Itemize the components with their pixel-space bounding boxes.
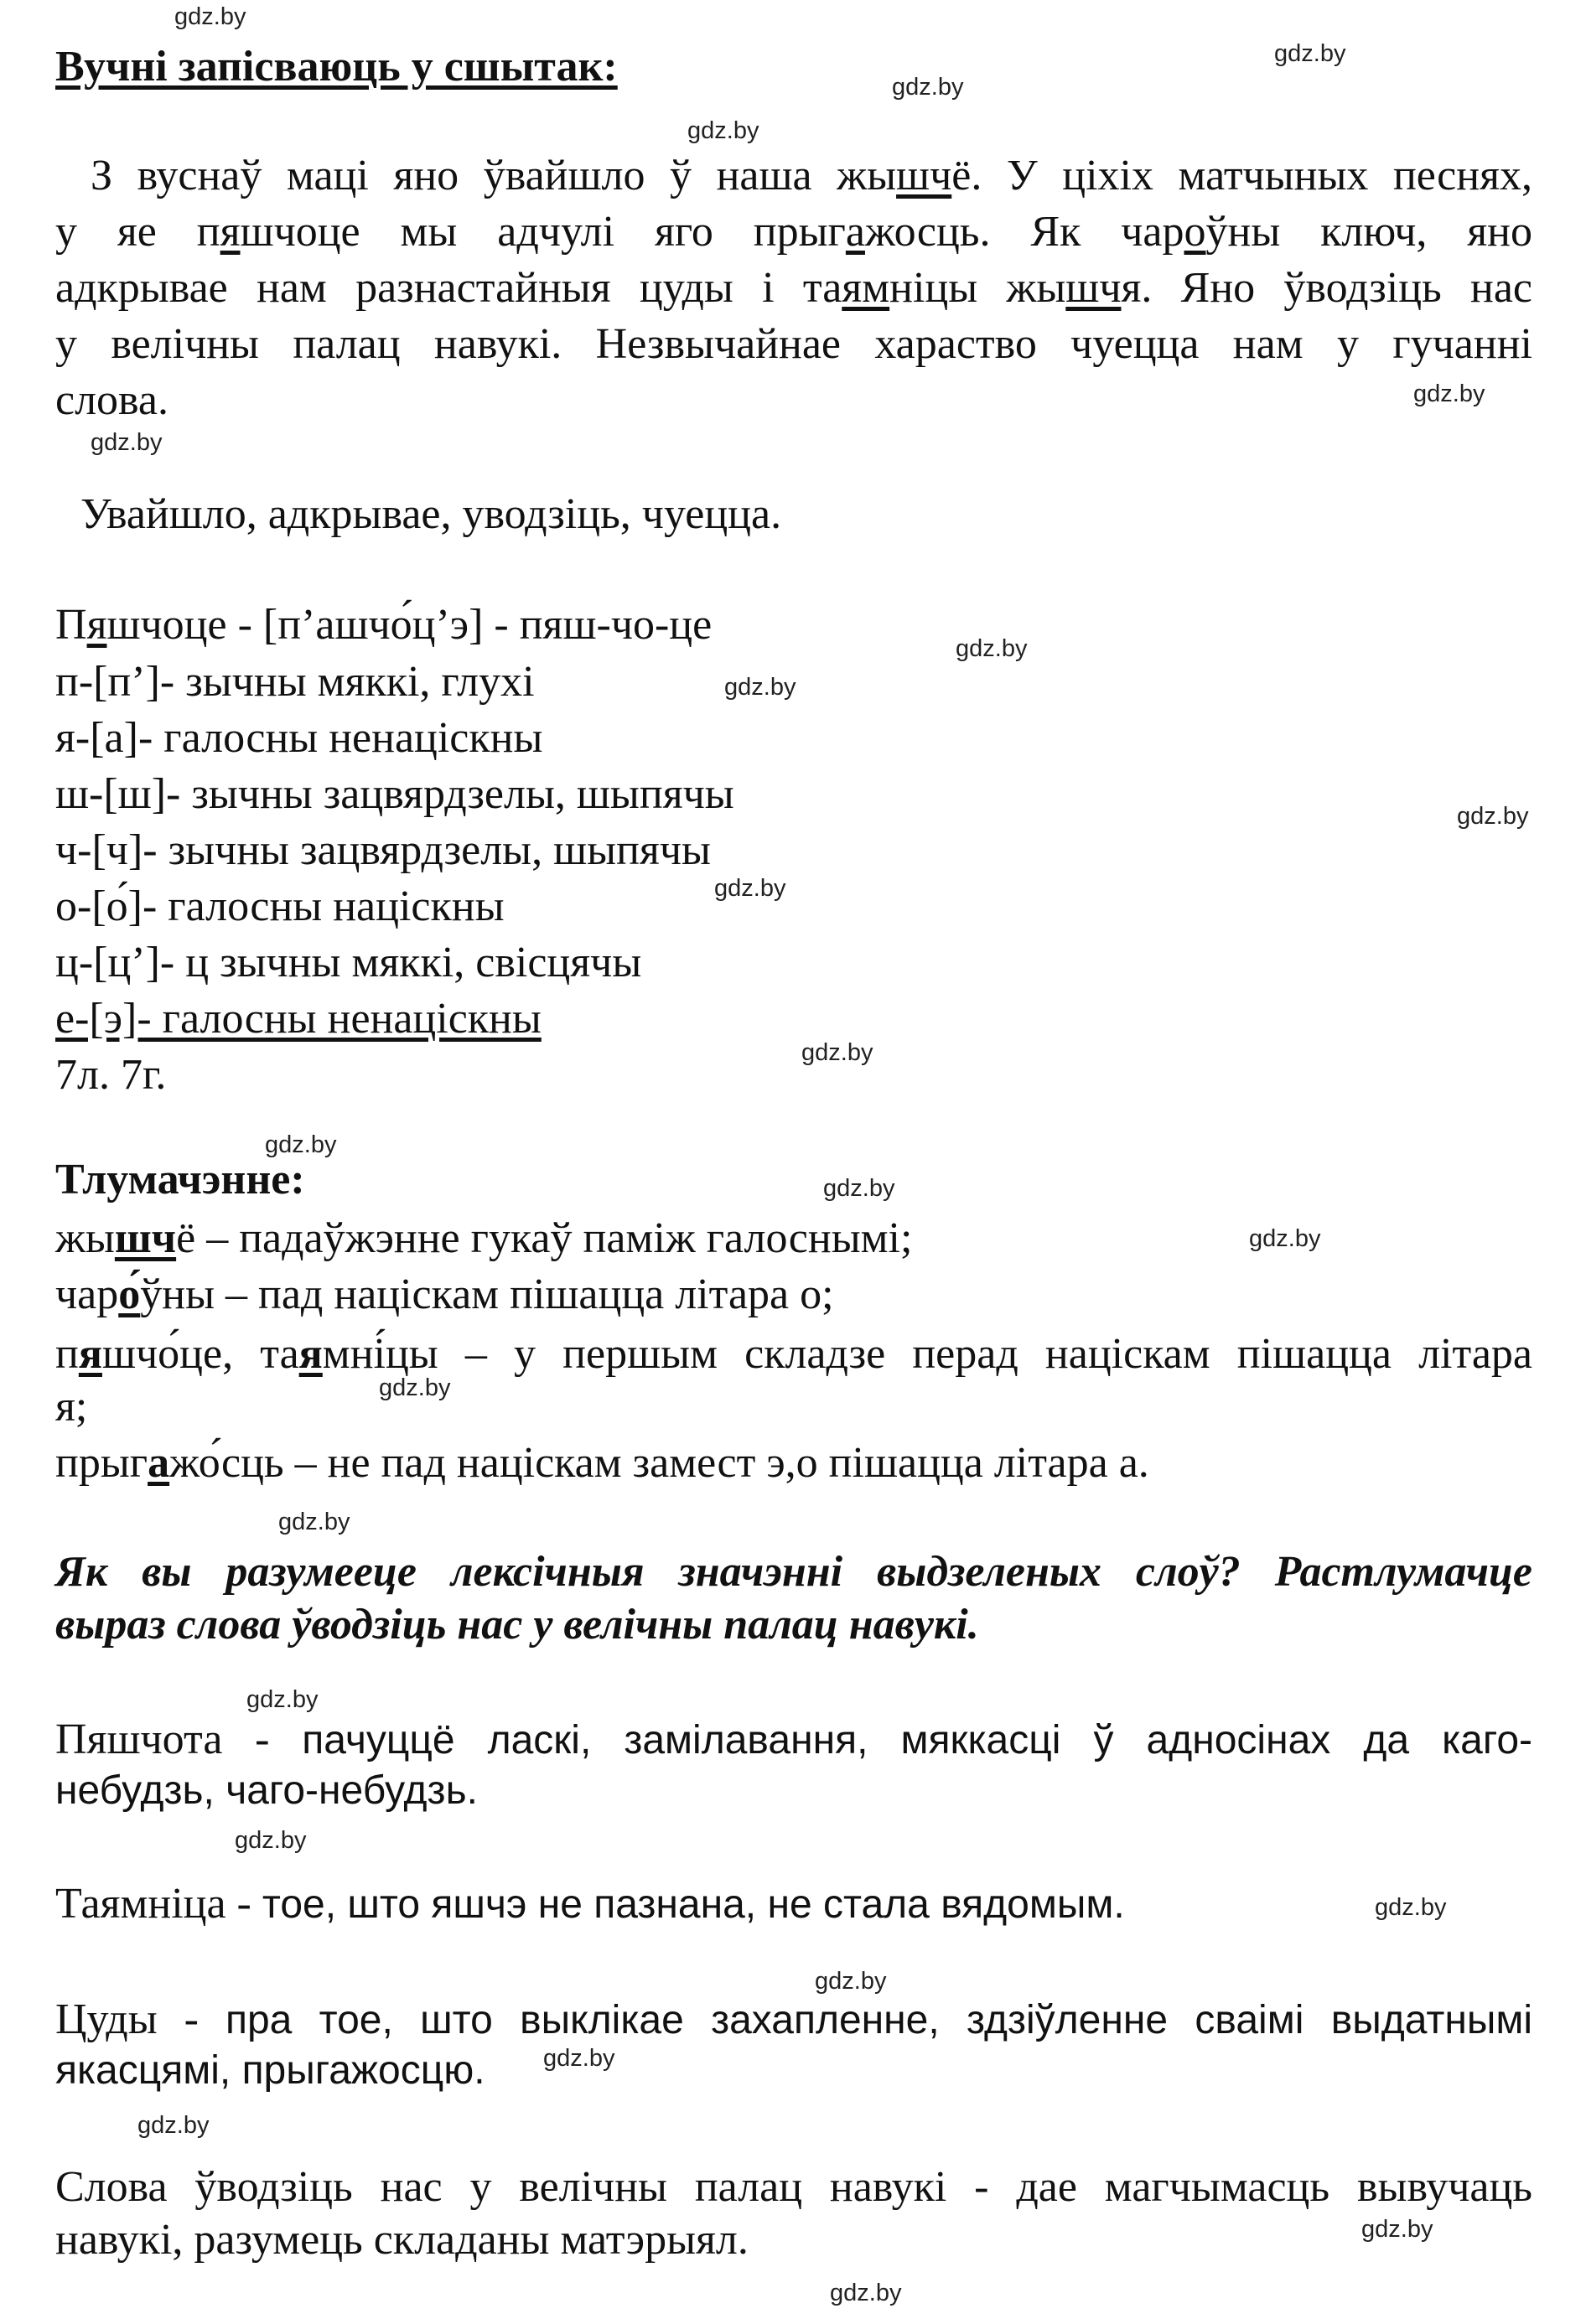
watermark: gdz.by xyxy=(278,1509,350,1535)
watermark: gdz.by xyxy=(246,1686,319,1713)
watermark: gdz.by xyxy=(892,74,964,101)
definition-line: Слова ўводзіць нас у велічны палац навукі - дае магчымасць вывучаць xyxy=(55,2163,1533,2211)
watermark: gdz.by xyxy=(174,3,246,30)
definition-line: Пяшчота - пачуццё ласкі, замілавання, мяккасці ў адносінах да каго- xyxy=(55,1716,1533,1763)
page-heading: Вучні запісваюць у сшытак: xyxy=(55,43,618,91)
definition-line: навукі, разумець складаны матэрыял. xyxy=(55,2216,749,2264)
paragraph-line: у яе пяшчоце мы адчулі яго прыгажосць. Як чароўны ключ, яно xyxy=(55,208,1533,256)
watermark: gdz.by xyxy=(235,1827,307,1854)
explanation-line: пяшчо́це, таямні́цы – у першым складзе перад націскам пішацца літара xyxy=(55,1330,1532,1378)
explanation-line: чаро́ўны – пад націскам пішацца літара о; xyxy=(55,1271,834,1318)
definition-line: Цуды - пра тое, што выклікае захапленне, здзіўленне сваімі выдатнымі xyxy=(55,1995,1532,2043)
watermark: gdz.by xyxy=(1274,40,1346,67)
watermark: gdz.by xyxy=(714,875,786,902)
watermark: gdz.by xyxy=(687,117,759,144)
watermark: gdz.by xyxy=(91,429,163,456)
phonetic-row: ш-[ш]- зычны зацвярдзелы, шыпячы xyxy=(55,770,734,818)
explanation-title: Тлумачэнне: xyxy=(55,1156,305,1203)
phonetic-row: ц-[ц’]- ц зычны мяккі, свісцячы xyxy=(55,939,642,986)
phonetic-row: ч-[ч]- зычны зацвярдзелы, шыпячы xyxy=(55,826,711,874)
watermark: gdz.by xyxy=(1249,1225,1321,1252)
watermark: gdz.by xyxy=(543,2045,615,2072)
definition-line: небудзь, чаго-небудзь. xyxy=(55,1768,478,1813)
watermark: gdz.by xyxy=(1375,1894,1447,1921)
definition-term: Таямніца - xyxy=(55,1880,262,1928)
definition-term: Пяшчота - xyxy=(55,1716,303,1763)
definition-line: Таямніца - тое, што яшчэ не пазнана, не стала вядомым. xyxy=(55,1880,1125,1928)
explanation-line: жышчё – падаўжэнне гукаў паміж галоснымі; xyxy=(55,1214,913,1262)
verbs-line: Увайшло, адкрывае, уводзіць, чуецца. xyxy=(80,490,782,538)
paragraph-line: адкрывае нам разнастайныя цуды і таямніцы жышчя. Яно ўводзіць нас xyxy=(55,264,1533,312)
watermark: gdz.by xyxy=(1361,2216,1433,2243)
phonetic-word-line: Пяшчоце - [п’ашчо́ц’э] - пяш-чо-це xyxy=(55,601,713,649)
watermark: gdz.by xyxy=(1413,380,1485,407)
question-line: выраз слова ўводзіць нас у велічны палац навукі. xyxy=(55,1601,979,1649)
paragraph-line: слова. xyxy=(55,376,168,424)
explanation-line: прыгажо́сць – не пад націскам замест э,о пішацца літара а. xyxy=(55,1439,1149,1487)
explanation-line: я; xyxy=(55,1383,88,1431)
paragraph-line: З вуснаў маці яно ўвайшло ў наша жышчё. У ціхіх матчыных песнях, xyxy=(91,152,1532,199)
definition-term: Слова ўводзіць нас у велічны палац навукі - xyxy=(55,2163,1017,2211)
watermark: gdz.by xyxy=(956,635,1028,662)
watermark: gdz.by xyxy=(830,2280,902,2306)
watermark: gdz.by xyxy=(815,1968,887,1995)
watermark: gdz.by xyxy=(265,1131,337,1158)
phonetic-row: я-[а]- галосны ненаціскны xyxy=(55,714,543,762)
watermark: gdz.by xyxy=(137,2112,210,2139)
question-line: Як вы разумееце лексічныя значэнні выдзеленых слоў? Растлумачце xyxy=(55,1548,1532,1596)
letter-sound-count: 7л. 7г. xyxy=(55,1051,167,1099)
watermark: gdz.by xyxy=(1457,803,1529,830)
phonetic-row: п-[п’]- зычны мяккі, глухі xyxy=(55,658,535,706)
watermark: gdz.by xyxy=(379,1374,451,1401)
definition-line: якасцямі, прыгажосцю. xyxy=(55,2048,485,2093)
watermark: gdz.by xyxy=(823,1175,895,1202)
phonetic-row: е-[э]- галосны ненаціскны xyxy=(55,995,542,1043)
phonetic-row: о-[о́]- галосны націскны xyxy=(55,882,505,930)
watermark: gdz.by xyxy=(801,1039,873,1066)
watermark: gdz.by xyxy=(724,674,796,701)
definition-term: Цуды - xyxy=(55,1995,225,2043)
paragraph-line: у велічны палац навукі. Незвычайнае хараство чуецца нам у гучанні xyxy=(55,320,1532,368)
